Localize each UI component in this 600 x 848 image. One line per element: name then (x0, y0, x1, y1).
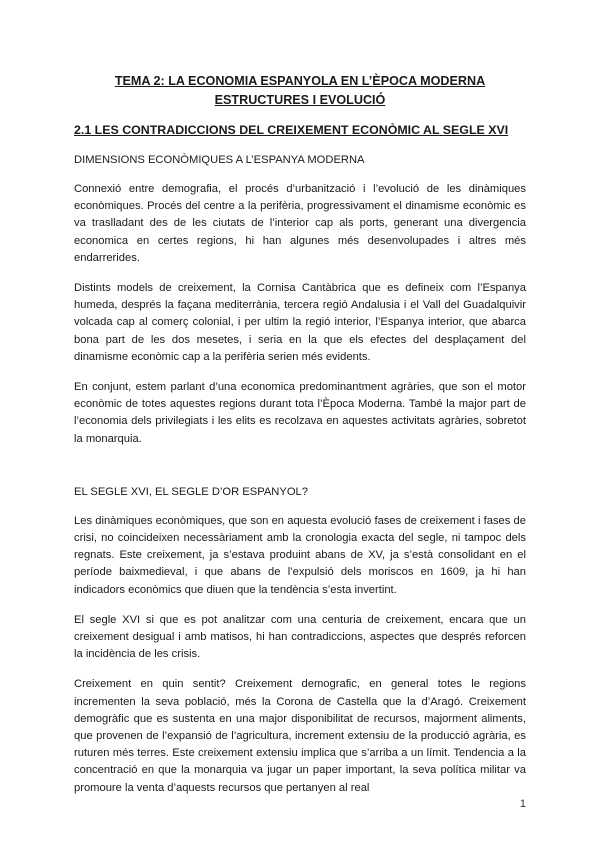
paragraph: Creixement en quin sentit? Creixement demografic, en general totes le regions incrementen la seva població, més la Corona de Castella que la d’Aragó. Creixement demogràfic que es sustenta en una major disponibilitat de recursos, majorment aliments, que provenen de l’expansió de l’agricultura, increment extensiu de la producció agrària, es ruturen més terres. Este creixement extensiu implica que s’arriba a un límit. Tendencia a la concentració en que la monarquia va jugar un paper important, la seva política militar va promoure la venta d’aquests recursos que pertanyen al real (74, 678, 526, 794)
document-title (74, 72, 526, 110)
paragraph: Connexió entre demografia, el procés d’urbanització i l’evolució de les dinàmiques econòmiques. Procés del centre a la perifèria, progressivament el dinamisme econòmic es va traslladant des de les ciutats de l’interior cap als ports, generant una divergencia economica en certes regions, hi han algunes més desenvolupades i altres més endarrerides. (74, 183, 526, 264)
section-heading: 2.1 LES CONTRADICCIONS DEL CREIXEMENT ECONÒMIC AL SEGLE XVI (74, 123, 509, 137)
paragraph: Distints models de creixement, la Cornisa Cantàbrica que es defineix com l’Espanya humeda, després la façana mediterrània, tercera regió Andalusia i el Vall del Guadalquivir volcada cap al comerç colonial, i per ultim la regió interior, l’Espanya interior, que abarca bona part de les dos mesetes, i seria en la que els efectes del desplaçament del dinamisme econòmic cap a la perifèria serien més evidents. (74, 282, 526, 363)
page-number: 1 (519, 798, 526, 810)
paragraph: El segle XVI si que es pot analitzar com una centuria de creixement, encara que un creixement desigual i amb matisos, hi han contradiccions, aspectes que després reforcen la incidència de les crisis. (74, 613, 526, 661)
page-content (74, 72, 526, 797)
paragraph: Les dinàmiques econòmiques, que son en aquesta evolució fases de creixement i fases de crisi, no coincideixen necessàriament amb la cronologia exacta del segle, ni tampoc dels regnats. Este creixement, ja s’estava produint abans de XV, ja s’està consolidant en el període baixmedieval, i que abans de l’expulsió dels moriscos en 1609, ja hi han indicadors econòmics que diuen que la tendència s’esta invertint. (74, 514, 526, 596)
subsection-heading-dimensions: DIMENSIONS ECONÒMIQUES A L’ESPANYA MODERNA (74, 154, 365, 166)
subsection-heading-segle-xvi: EL SEGLE XVI, EL SEGLE D’OR ESPANYOL? (74, 485, 308, 498)
paragraph: En conjunt, estem parlant d’una economica predominantment agràries, que son el motor econòmic de totes aquestes regions durant tota l’Època Moderna. També la major part de l’economia dels privilegiats i les elits es recolzava en aquestes activitats agràries, sobretot la monarquia. (74, 381, 526, 445)
title-line-1: TEMA 2: LA ECONOMIA ESPANYOLA EN L’ÈPOCA MODERNA (114, 74, 486, 88)
title-line-2: ESTRUCTURES I EVOLUCIÓ (214, 93, 386, 107)
